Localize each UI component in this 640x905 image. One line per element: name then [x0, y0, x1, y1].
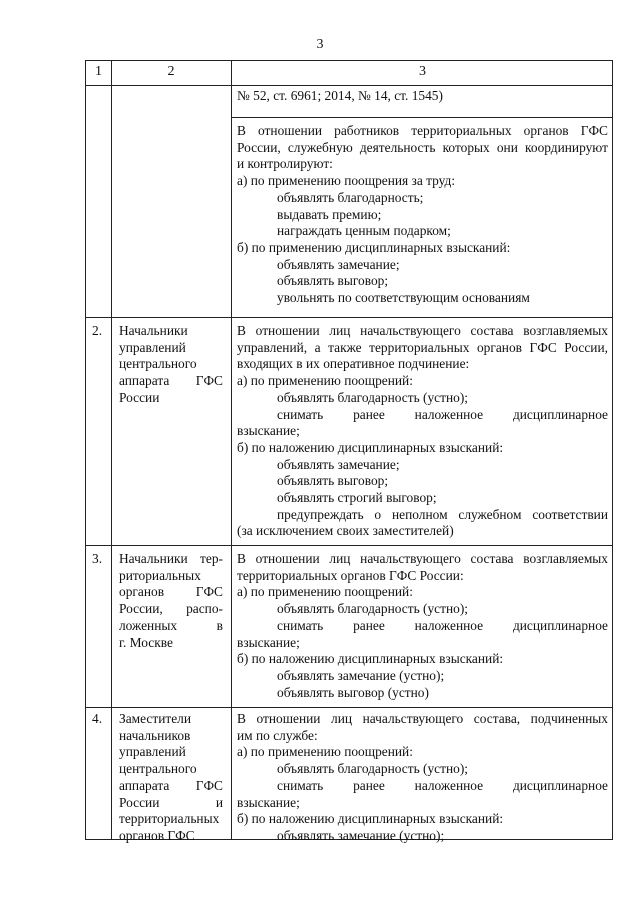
- authority-line: снимать ранее наложенное дисциплинарное: [277, 617, 608, 633]
- column-divider: [111, 61, 112, 839]
- row-divider: [86, 545, 612, 546]
- authority-line: объявлять благодарность (устно);: [277, 601, 469, 617]
- position-line: управлений: [119, 339, 186, 355]
- row-divider: [86, 85, 612, 86]
- authority-line: предупреждать о неполном служебном соответствии: [277, 506, 608, 522]
- authority-line: а) по применению поощрений:: [237, 744, 413, 760]
- authority-line: б) по наложению дисциплинарных взысканий:: [237, 811, 504, 827]
- authority-line: В отношении лиц начальствующего состава возглавляемых: [237, 323, 608, 338]
- header-cell-3: 3: [419, 64, 426, 79]
- authority-line: а) по применению поощрений:: [237, 373, 413, 389]
- authority-line: снимать ранее наложенное дисциплинарное: [277, 777, 608, 793]
- authority-line: б) по наложению дисциплинарных взысканий:: [237, 439, 504, 455]
- authority-line: объявлять благодарность;: [277, 189, 424, 205]
- authority-line: объявлять строгий выговор;: [277, 490, 437, 505]
- page-number: 3: [316, 37, 324, 52]
- position-line: аппарата ГФС: [119, 777, 223, 793]
- position-line: г. Москве: [119, 634, 173, 650]
- header-cell-2: 2: [167, 64, 175, 79]
- position-line: аппарата ГФС: [119, 373, 223, 389]
- position-line: ложенных в: [119, 617, 223, 633]
- authority-line: № 52, ст. 6961; 2014, № 14, ст. 1545): [237, 88, 443, 103]
- position-line: Начальники: [119, 323, 188, 338]
- header-cell-1: 1: [95, 64, 102, 79]
- document-table: [85, 60, 613, 843]
- authority-line: территориальных органов ГФС России:: [237, 567, 464, 583]
- authority-line: России, служебную деятельность которых они координируют: [237, 139, 608, 155]
- authority-line: В отношении работников территориальных органов ГФС: [237, 123, 608, 138]
- authority-line: снимать ранее наложенное дисциплинарное: [277, 406, 608, 422]
- authority-line: объявлять замечание (устно);: [277, 667, 445, 683]
- authority-line: увольнять по соответствующим основаниям: [277, 290, 530, 305]
- row-divider: [231, 117, 612, 118]
- authority-line: входящих в их оперативное подчинение:: [237, 356, 470, 372]
- row-number: 4.: [92, 711, 103, 726]
- authority-line: В отношении лиц начальствующего состава возглавляемых: [237, 551, 608, 566]
- authority-line: объявлять замечание;: [277, 456, 400, 472]
- authority-line: и контролируют:: [237, 156, 333, 172]
- authority-line: В отношении лиц начальствующего состава, подчиненных: [237, 711, 608, 726]
- position-line: территориальных: [119, 811, 220, 827]
- authority-line: объявлять благодарность (устно);: [277, 761, 469, 777]
- authority-line: взыскание;: [237, 423, 300, 439]
- row-divider: [86, 707, 612, 708]
- authority-line: б) по наложению дисциплинарных взысканий:: [237, 651, 504, 667]
- row-number: 3.: [92, 551, 103, 566]
- authority-line: объявлять выговор;: [277, 473, 389, 489]
- authority-line: выдавать премию;: [277, 206, 382, 222]
- position-line: управлений: [119, 744, 186, 760]
- position-line: органов ГФС: [119, 827, 195, 843]
- authority-line: объявлять благодарность (устно);: [277, 389, 469, 405]
- authority-line: им по службе:: [237, 727, 318, 743]
- authority-line: объявлять выговор (устно): [277, 684, 429, 700]
- authority-line: (за исключением своих заместителей): [237, 523, 454, 539]
- authority-line: объявлять выговор;: [277, 273, 389, 289]
- position-line: России, распо-: [119, 601, 223, 617]
- position-line: риториальных: [119, 567, 201, 583]
- position-line: Заместители: [119, 711, 192, 726]
- authority-line: б) по применению дисциплинарных взысканий:: [237, 239, 511, 255]
- authority-line: взыскание;: [237, 794, 300, 810]
- column-divider: [231, 61, 232, 839]
- authority-line: а) по применению поощрений:: [237, 584, 413, 600]
- authority-line: награждать ценным подарком;: [277, 223, 451, 239]
- authority-line: взыскание;: [237, 634, 300, 650]
- authority-line: объявлять замечание;: [277, 256, 400, 272]
- position-line: органов ГФС: [119, 584, 223, 600]
- position-line: начальников: [119, 727, 191, 743]
- authority-line: управлений, а также территориальных органов ГФС России,: [237, 339, 608, 355]
- position-line: России и: [119, 794, 223, 810]
- position-line: центрального: [119, 356, 197, 372]
- row-number: 2.: [92, 323, 103, 338]
- position-line: центрального: [119, 761, 197, 777]
- authority-line: а) по применению поощрения за труд:: [237, 173, 456, 189]
- position-line: России: [119, 389, 160, 405]
- position-line: Начальники тер-: [119, 551, 223, 566]
- row-divider: [86, 317, 612, 318]
- authority-line: объявлять замечание (устно);: [277, 827, 445, 843]
